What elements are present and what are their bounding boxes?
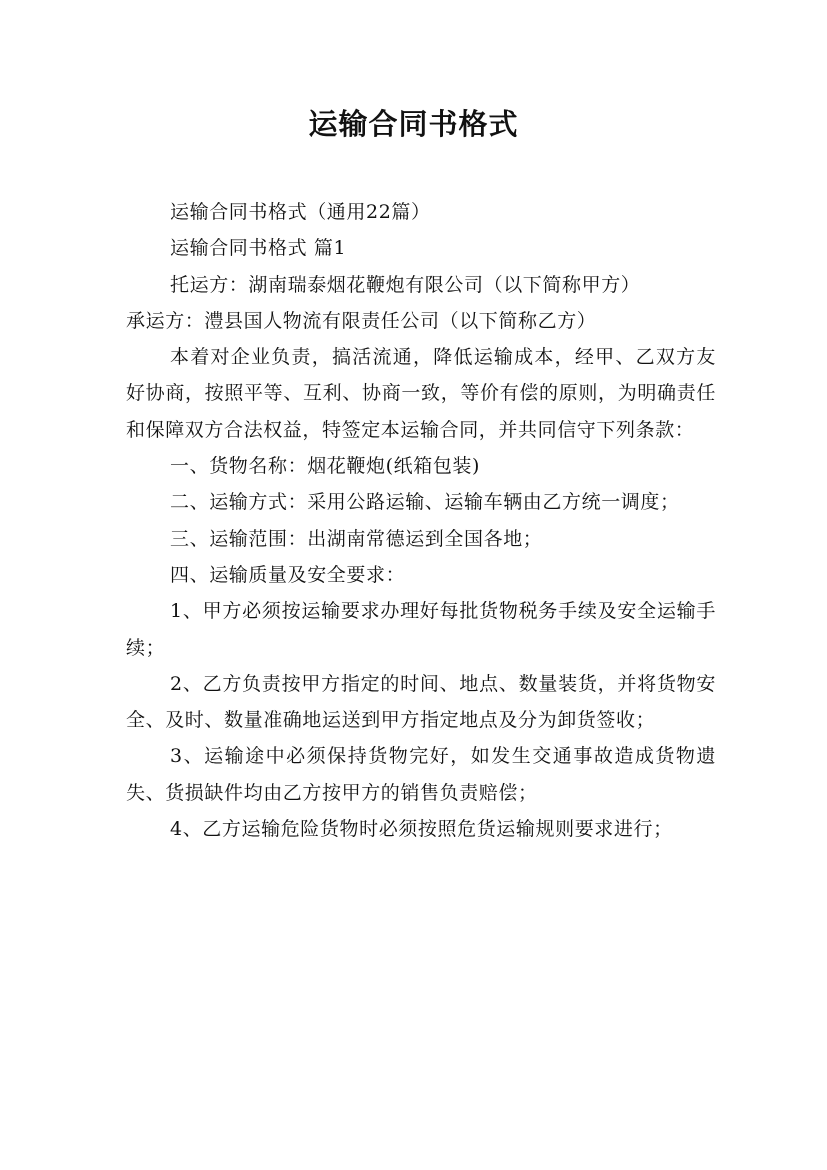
paragraph-collection-title: 运输合同书格式（通用22篇） bbox=[170, 201, 431, 223]
subclause-1: 1、甲方必须按运输要求办理好每批货物税务手续及安全运输手续； bbox=[126, 600, 716, 659]
paragraph-carrier: 承运方：澧县国人物流有限责任公司（以下简称乙方） bbox=[126, 309, 597, 332]
paragraph-preamble: 本着对企业负责，搞活流通，降低运输成本，经甲、乙双方友好协商，按照平等、互利、协商一致，等价有偿的原则，为明确责任和保障双方合法权益，特签定本运输合同，并共同信守下列条款： bbox=[126, 346, 716, 441]
subclause-2: 2、乙方负责按甲方指定的时间、地点、数量装货，并将货物安全、及时、数量准确地运送到甲方指定地点及分为卸货签收； bbox=[126, 672, 716, 732]
document-body bbox=[126, 194, 716, 847]
clause-transport-method: 二、运输方式：采用公路运输、运输车辆由乙方统一调度； bbox=[170, 491, 680, 514]
subclause-3: 3、运输途中必须保持货物完好，如发生交通事故造成货物遗失、货损缺件均由乙方按甲方的销售负责赔偿； bbox=[126, 745, 716, 804]
paragraph-article-heading: 运输合同书格式 篇1 bbox=[170, 237, 347, 260]
subclause-4: 4、乙方运输危险货物时必须按照危货运输规则要求进行； bbox=[170, 818, 673, 841]
clause-transport-scope: 三、运输范围：出湖南常德运到全国各地； bbox=[170, 527, 543, 550]
clause-quality-safety: 四、运输质量及安全要求： bbox=[170, 563, 406, 586]
clause-goods-name: 一、货物名称：烟花鞭炮(纸箱包装) bbox=[170, 455, 481, 478]
paragraph-consignor: 托运方：湖南瑞泰烟花鞭炮有限公司（以下简称甲方） bbox=[170, 273, 641, 296]
document-title: 运输合同书格式 bbox=[308, 107, 519, 141]
